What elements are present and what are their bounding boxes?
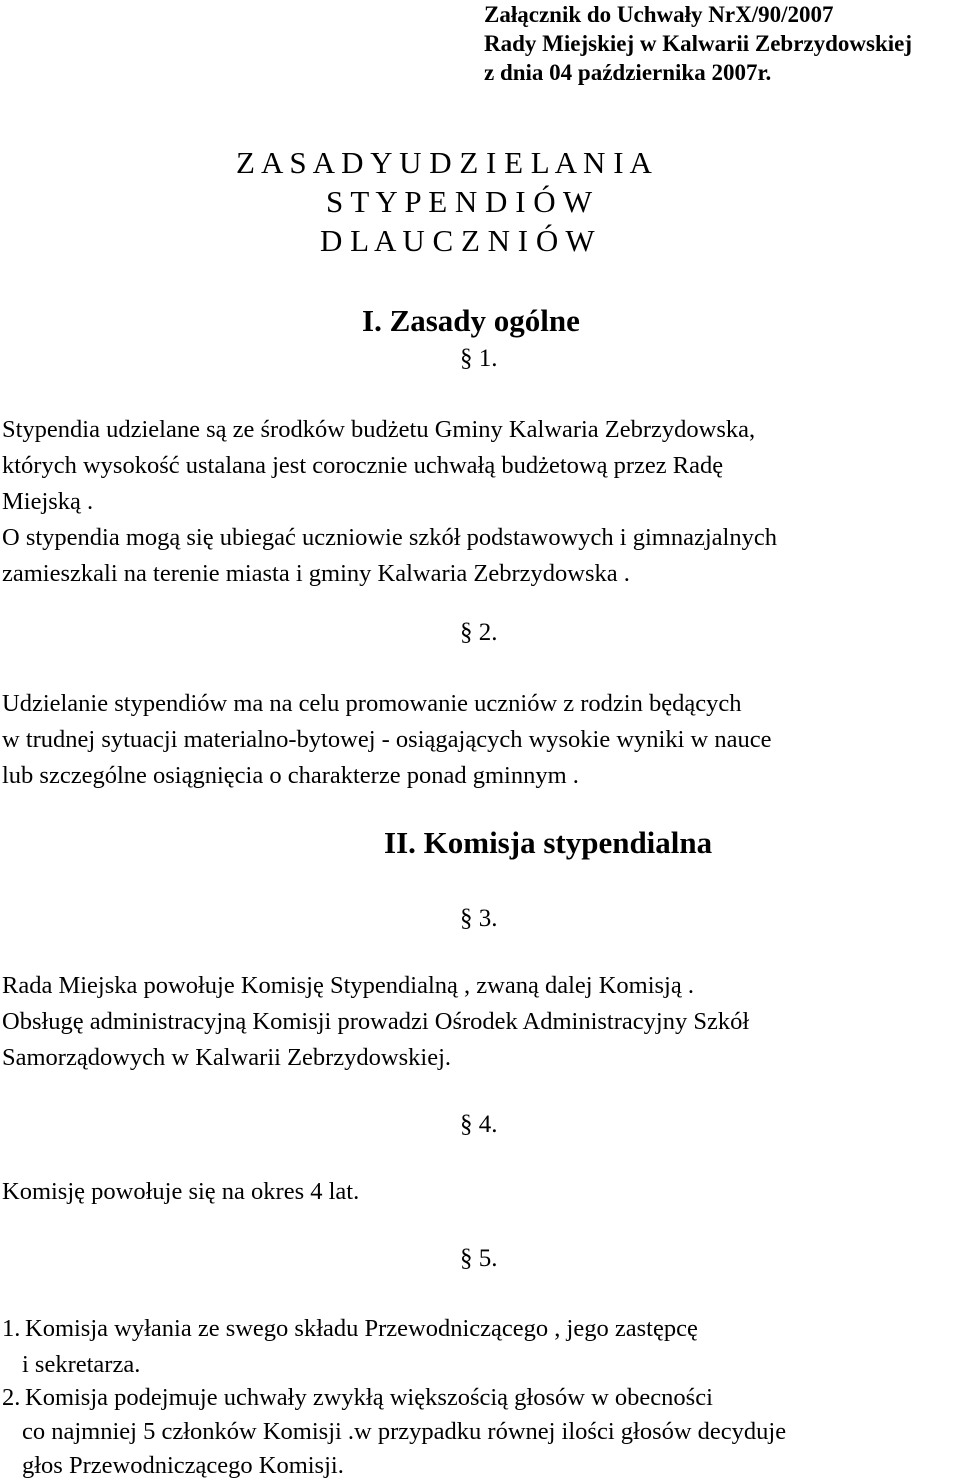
paragraph-1-line: Miejską . [2, 488, 94, 515]
paragraph-1-mark: § 1. [460, 345, 498, 372]
paragraph-1-line: O stypendia mogą się ubiegać uczniowie szkół podstawowych i gimnazjalnych [2, 524, 777, 551]
paragraph-3-line: Obsługę administracyjną Komisji prowadzi Ośrodek Administracyjny Szkół [2, 1008, 750, 1035]
paragraph-1-line: Stypendia udzielane są ze środków budżetu Gminy Kalwaria Zebrzydowska, [2, 416, 756, 443]
attachment-line-1: Załącznik do Uchwały NrX/90/2007 [484, 2, 834, 27]
paragraph-2-mark: § 2. [460, 619, 498, 646]
paragraph-1-line: których wysokość ustalana jest corocznie uchwałą budżetową przez Radę [2, 452, 724, 479]
paragraph-5-mark: § 5. [460, 1245, 498, 1272]
paragraph-3-line: Samorządowych w Kalwarii Zebrzydowskiej. [2, 1044, 452, 1071]
paragraph-4-mark: § 4. [460, 1111, 498, 1138]
title-line-2: S T Y P E N D I Ó W [326, 184, 593, 219]
paragraph-3-line: Rada Miejska powołuje Komisję Stypendialną , zwaną dalej Komisją . [2, 972, 694, 999]
title-line-1: Z A S A D Y U D Z I E L A N I A [236, 145, 652, 180]
paragraph-1-body [2, 412, 777, 592]
paragraph-2-line: lub szczególne osiągnięcia o charakterze ponad gminnym . [2, 762, 579, 789]
list-item-line: Komisja wyłania ze swego składu Przewodniczącego , jego zastępcę [25, 1315, 698, 1342]
attachment-line-3: z dnia 04 października 2007r. [484, 60, 772, 85]
title-line-3: D L A U C Z N I Ó W [320, 223, 595, 258]
paragraph-2-line: w trudnej sytuacji materialno-bytowej - osiągających wysokie wyniki w nauce [2, 726, 772, 753]
section-2-heading: II. Komisja stypendialna [384, 825, 713, 860]
list-item-line: i sekretarza. [22, 1351, 141, 1378]
paragraph-3-mark: § 3. [460, 905, 498, 932]
paragraph-4-body [2, 1174, 359, 1210]
paragraph-2-body [2, 686, 771, 794]
paragraph-1-line: zamieszkali na terenie miasta i gminy Kalwaria Zebrzydowska . [2, 560, 630, 587]
list-item-number: 2. [2, 1384, 21, 1411]
list-item-number: 1. [2, 1315, 21, 1342]
list-item-line: co najmniej 5 członków Komisji .w przypadku równej ilości głosów decyduje [22, 1418, 787, 1445]
paragraph-3-body [2, 968, 749, 1076]
list-item-line: Komisja podejmuje uchwały zwykłą większością głosów w obecności [25, 1384, 713, 1411]
paragraph-4-line: Komisję powołuje się na okres 4 lat. [2, 1178, 360, 1205]
paragraph-2-line: Udzielanie stypendiów ma na celu promowanie uczniów z rodzin będących [2, 690, 742, 717]
attachment-line-2: Rady Miejskiej w Kalwarii Zebrzydowskiej [484, 31, 913, 56]
list-item-line: głos Przewodniczącego Komisji. [22, 1452, 344, 1479]
section-1-heading: I. Zasady ogólne [362, 303, 580, 338]
